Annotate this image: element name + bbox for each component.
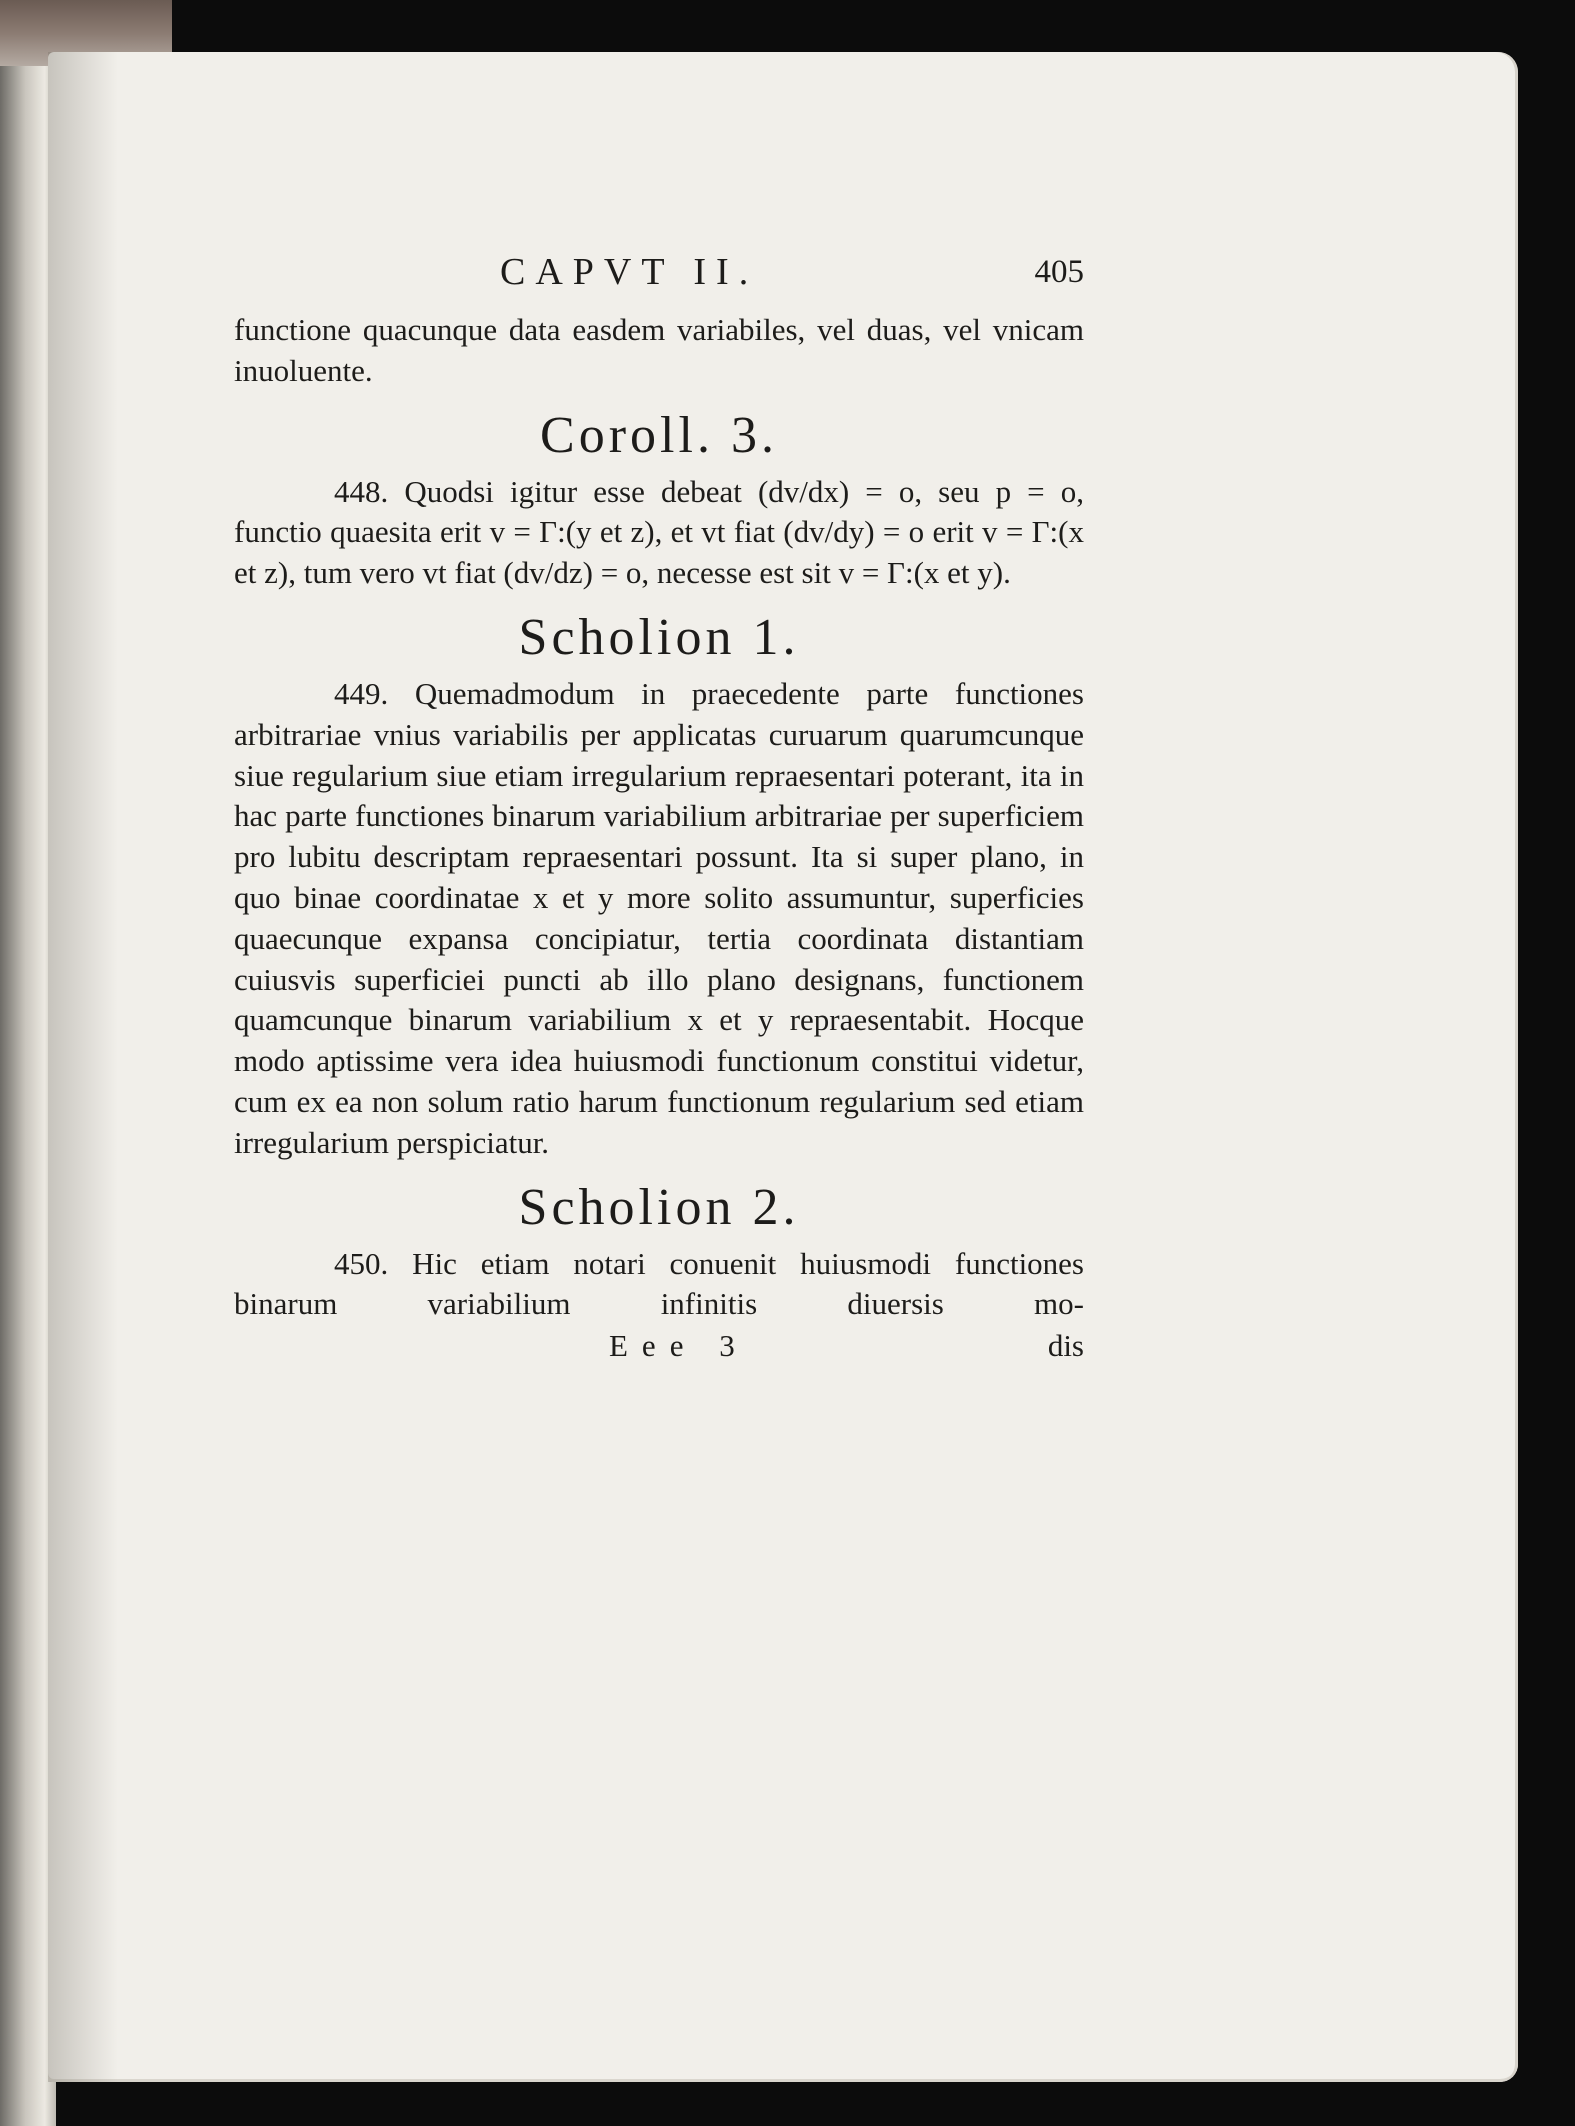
running-title: CAPVT II. <box>500 251 759 293</box>
running-head <box>234 250 1084 310</box>
gutter-shadow <box>48 52 118 2082</box>
page-footer <box>234 1325 1084 1367</box>
continuation-paragraph: functione quacunque data easdem variabiles, vel duas, vel vnicam inuoluente. <box>234 312 1084 388</box>
corollary-heading: Coroll. 3. <box>540 406 778 464</box>
catchword: dis <box>1047 1328 1084 1364</box>
signature-mark: Eee 3 <box>609 1328 749 1364</box>
corollary-paragraph: 448. Quodsi igitur esse debeat (dv/dx) = o, seu p = o, functio quaesita erit v = Γ:(y et z), et vt fiat (dv/dy) = o erit v = Γ:(x et z), tum vero vt fiat (dv/dz) = o, necesse est sit v = Γ:(x et y). <box>234 473 1084 591</box>
scholion-2-heading: Scholion 2. <box>518 1178 800 1236</box>
page-number: 405 <box>1034 254 1084 290</box>
scholion-1-paragraph: 449. Quemadmodum in praecedente parte functiones arbitrariae vnius variabilis per applicatas curuarum quarumcunque siue regularium siue etiam irregularium repraesentari poterant, ita in hac parte functiones binarum variabilium arbitrariae per superficiem pro lubitu descriptam repraesentari possunt. Ita si super plano, in quo binae coordinatae x et y more solito assumuntur, superficies quaecunque expansa concipiatur, tertia coordinata distantiam cuiusvis superficiei puncti ab illo plano designans, functionem quamcunque binarum variabilium x et y repraesentabit. Hocque modo aptissime vera idea huiusmodi functionum constitui videtur, cum ex ea non solum ratio harum functionum regularium sed etiam irregularium perspiciatur. <box>234 675 1084 1160</box>
page-text <box>234 250 1084 1367</box>
scholion-1-heading: Scholion 1. <box>518 608 800 666</box>
scholion-2-paragraph: 450. Hic etiam notari conuenit huiusmodi functiones binarum variabilium infinitis diuersis mo- <box>234 1245 1084 1322</box>
